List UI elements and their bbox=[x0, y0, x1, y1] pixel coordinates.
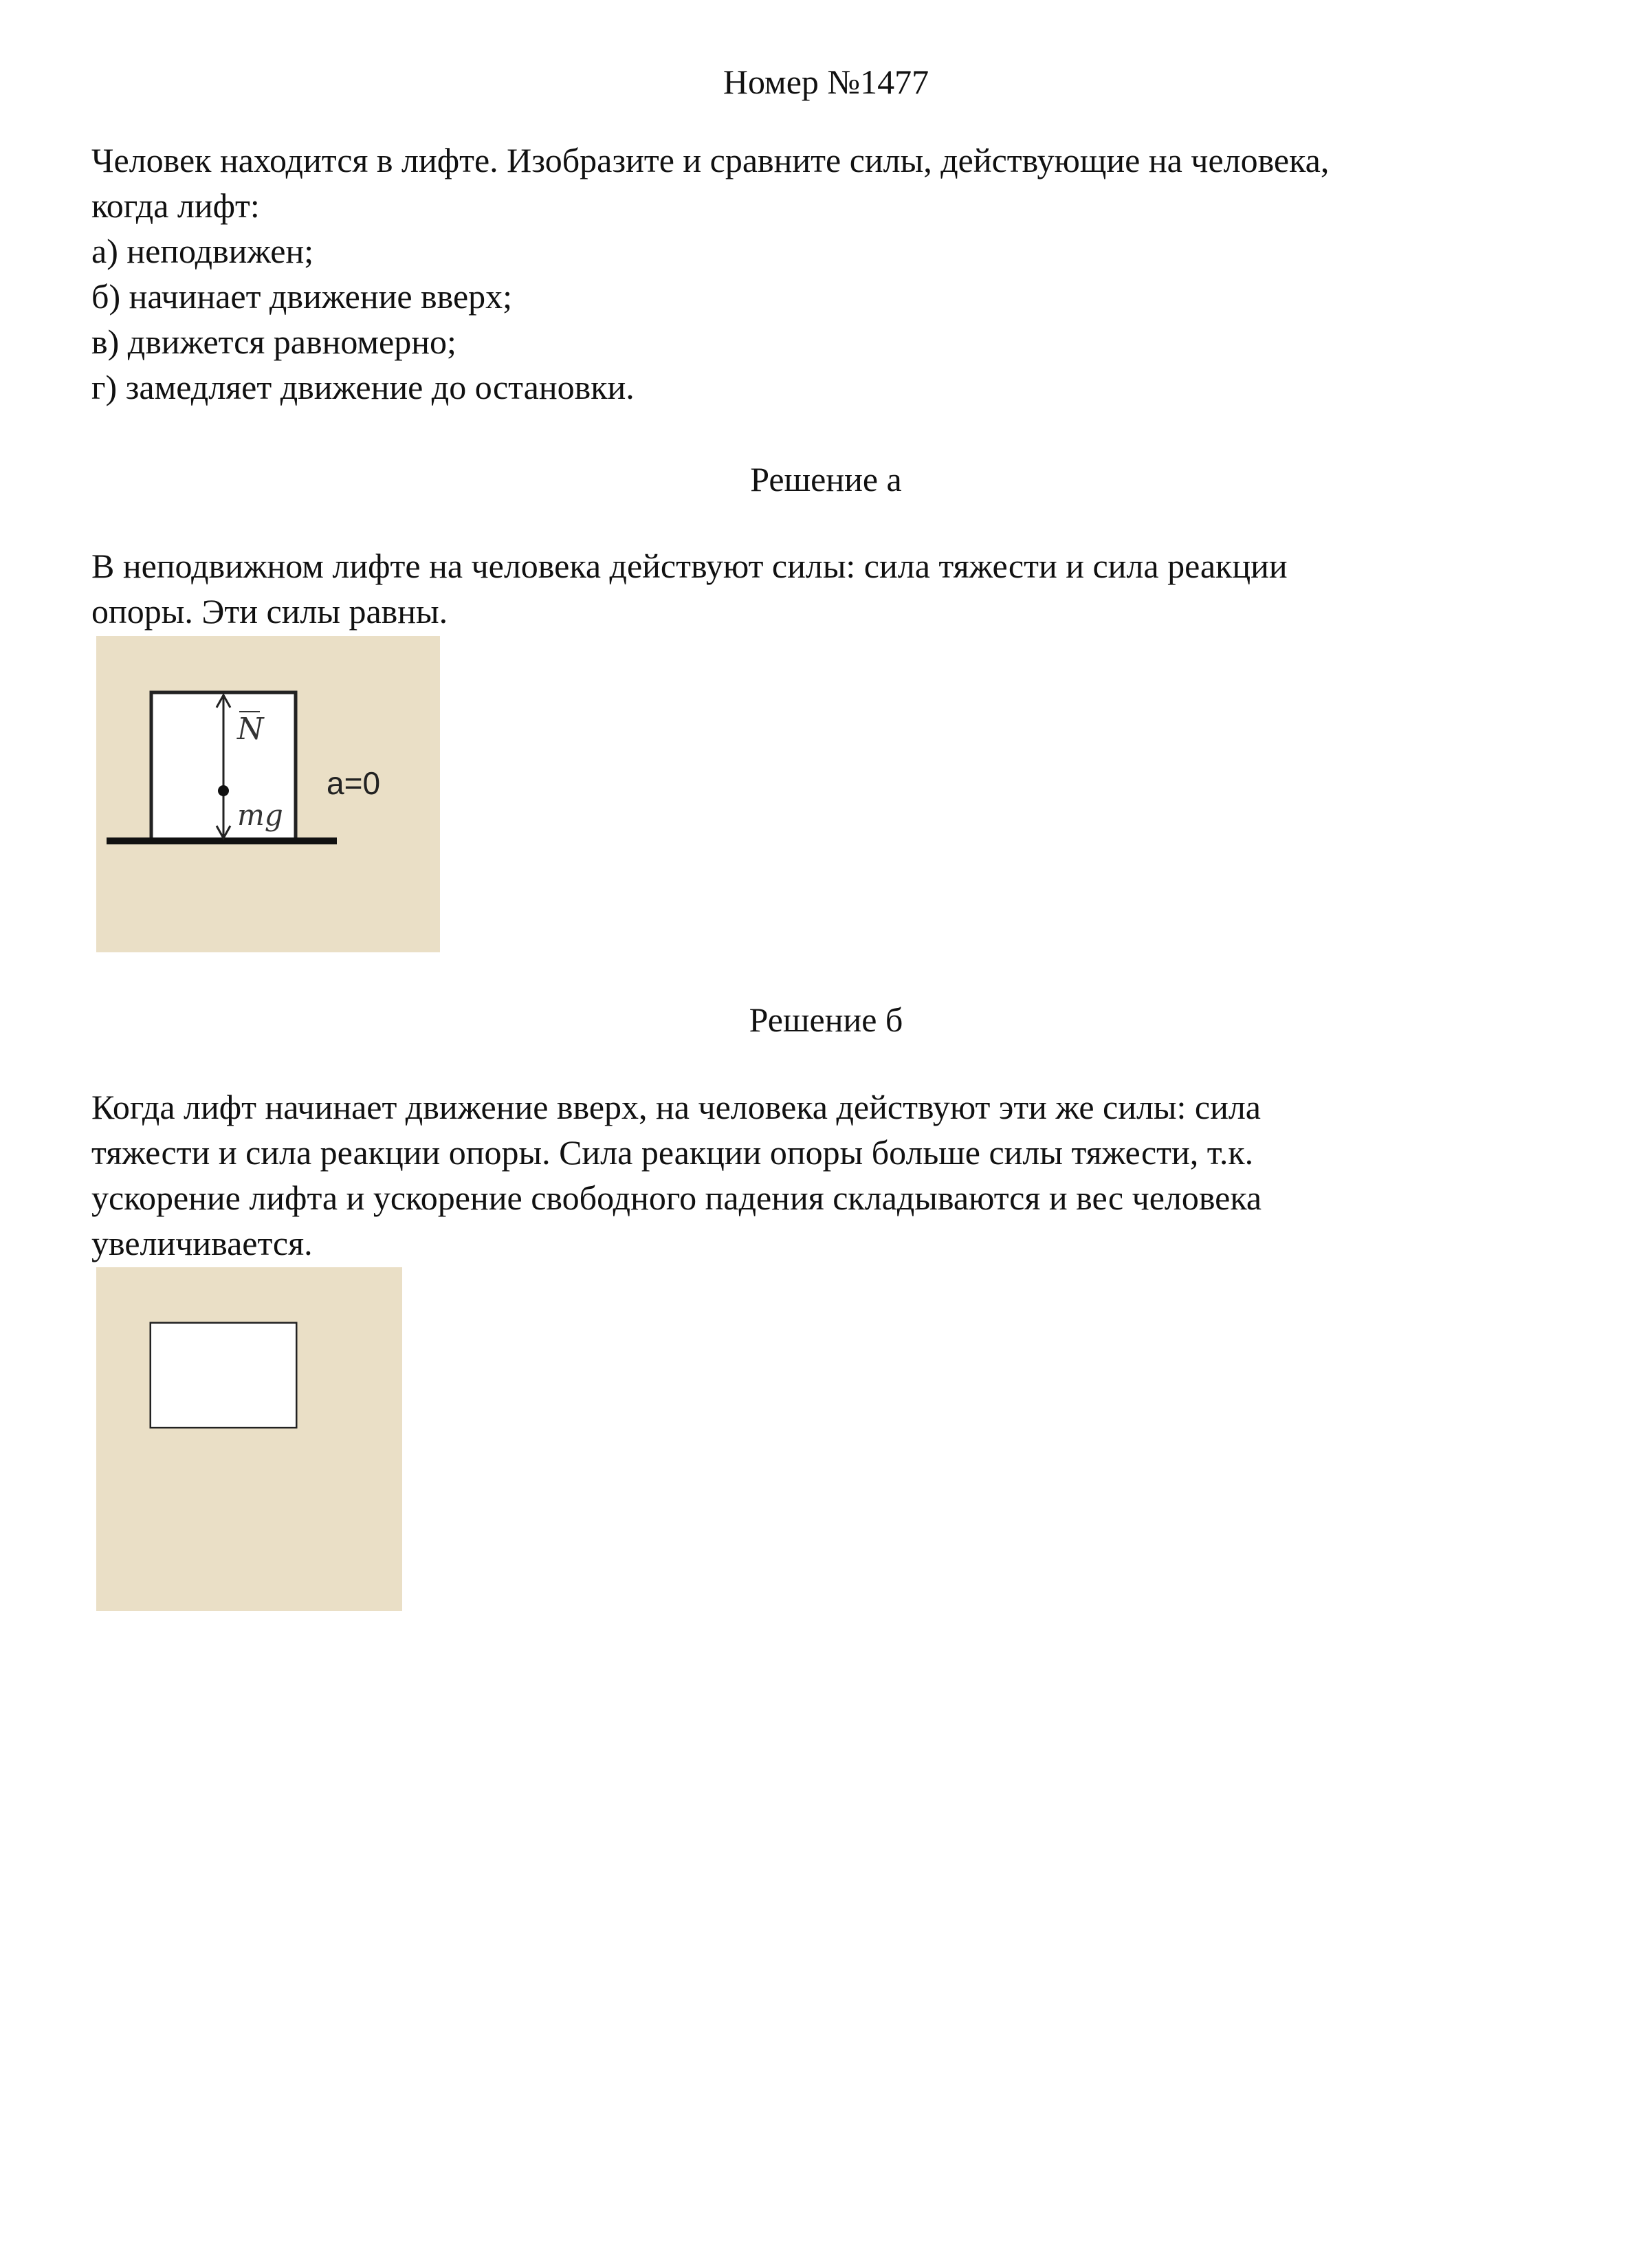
acceleration-label: a=0 bbox=[327, 765, 381, 801]
solution-a-text bbox=[91, 543, 1288, 634]
problem-line: г) замедляет движение до остановки. bbox=[91, 368, 635, 406]
problem-line: когда лифт: bbox=[91, 186, 260, 225]
problem-line: в) движется равномерно; bbox=[91, 322, 456, 361]
solution-line: опоры. Эти силы равны. bbox=[91, 592, 448, 631]
problem-line: а) неподвижен; bbox=[91, 232, 314, 270]
solution-line: тяжести и сила реакции опоры. Сила реакции опоры больше силы тяжести, т.к. bbox=[91, 1133, 1254, 1172]
solution-line: Когда лифт начинает движение вверх, на человека действуют эти же силы: сила bbox=[91, 1088, 1262, 1126]
problem-line: б) начинает движение вверх; bbox=[91, 277, 513, 316]
problem-text bbox=[91, 138, 1329, 410]
solution-b-text bbox=[91, 1084, 1262, 1266]
solution-line: ускорение лифта и ускорение свободного падения складываются и вес человека bbox=[91, 1179, 1262, 1217]
gravity-force-label: mg bbox=[237, 798, 283, 832]
solution-b-heading: Решение б bbox=[749, 1000, 903, 1039]
page-title: Номер №1477 bbox=[723, 63, 929, 101]
solution-a-heading: Решение а bbox=[750, 460, 902, 499]
solution-line: В неподвижном лифте на человека действуют силы: сила тяжести и сила реакции bbox=[91, 547, 1288, 585]
figure-elevator-accelerating-up bbox=[96, 1267, 402, 1611]
figure-elevator-at-rest bbox=[96, 636, 440, 952]
problem-line: Человек находится в лифте. Изобразите и сравните силы, действующие на человека, bbox=[91, 141, 1330, 179]
solution-line: увеличивается. bbox=[91, 1224, 313, 1262]
normal-force-label: N bbox=[237, 712, 264, 747]
